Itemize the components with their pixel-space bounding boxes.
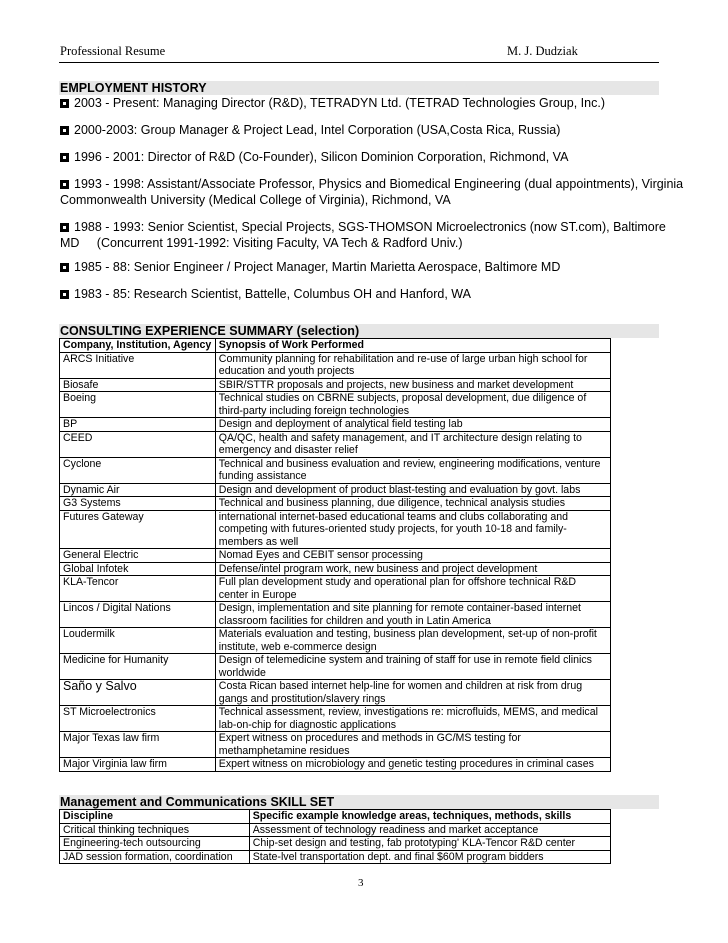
skills-table (59, 809, 611, 864)
header-right: M. J. Dudziak (507, 44, 578, 58)
table-header-row (60, 810, 611, 824)
synopsis-cell: Design and development of product blast-testing and evaluation by govt. labs (215, 483, 610, 497)
company-cell: Biosafe (60, 378, 216, 392)
synopsis-cell: Expert witness on procedures and methods in GC/MS testing for methamphetamine residues (215, 732, 610, 758)
synopsis-cell: Design, implementation and site planning for remote container-based internet classroom facilities for children and youth in Latin America (215, 602, 610, 628)
company-cell: Medicine for Humanity (60, 654, 216, 680)
synopsis-cell: Costa Rican based internet help-line for women and children at risk from drug gangs and prostitution/slavery rings (215, 680, 610, 706)
page-number: 3 (358, 877, 364, 889)
table-row (60, 758, 611, 772)
company-cell: Lincos / Digital Nations (60, 602, 216, 628)
header-rule (59, 62, 659, 63)
company-cell: CEED (60, 431, 216, 457)
table-header-row (60, 339, 611, 353)
table-row (60, 576, 611, 602)
employment-item: 2003 - Present: Managing Director (R&D), TETRADYN Ltd. (TETRAD Technologies Group, Inc.) (60, 95, 660, 111)
company-cell: Global Infotek (60, 562, 216, 576)
synopsis-cell: Defense/intel program work, new business and project development (215, 562, 610, 576)
table-row (60, 823, 611, 837)
discipline-cell: JAD session formation, coordination (60, 850, 250, 864)
employment-item: 1983 - 85: Research Scientist, Battelle, Columbus OH and Hanford, WA (60, 286, 660, 302)
table-row (60, 837, 611, 851)
synopsis-cell: QA/QC, health and safety management, and IT architecture design relating to emergency and disaster relief (215, 431, 610, 457)
consulting-table (59, 338, 611, 772)
detail-cell: Assessment of technology readiness and market acceptance (249, 823, 610, 837)
synopsis-cell: Technical studies on CBRNE subjects, proposal development, due diligence of third-party including foreign technologies (215, 392, 610, 418)
square-bullet-icon (60, 153, 69, 162)
table-row (60, 680, 611, 706)
discipline-cell: Critical thinking techniques (60, 823, 250, 837)
table-row (60, 352, 611, 378)
skills-title: Management and Communications SKILL SET (60, 795, 335, 809)
table-row (60, 602, 611, 628)
company-cell: General Electric (60, 549, 216, 563)
table-row (60, 732, 611, 758)
company-cell: ST Microelectronics (60, 706, 216, 732)
square-bullet-icon (60, 99, 69, 108)
discipline-cell: Engineering-tech outsourcing (60, 837, 250, 851)
synopsis-cell: Technical assessment, review, investigations re: microfluids, MEMS, and medical lab-on-chip for diagnostic applications (215, 706, 610, 732)
table-row (60, 483, 611, 497)
company-cell: Saño y Salvo (60, 680, 216, 706)
table-row (60, 628, 611, 654)
column-header-company: Company, Institution, Agency (60, 339, 216, 353)
square-bullet-icon (60, 223, 69, 232)
company-cell: Dynamic Air (60, 483, 216, 497)
company-cell: Loudermilk (60, 628, 216, 654)
table-row (60, 392, 611, 418)
table-row (60, 654, 611, 680)
synopsis-cell: Technical and business planning, due diligence, technical analysis studies (215, 497, 610, 511)
company-cell: BP (60, 418, 216, 432)
company-cell: ARCS Initiative (60, 352, 216, 378)
employment-item: 1993 - 1998: Assistant/Associate Professor, Physics and Biomedical Engineering (dual appointments), Virginia Commonwealth University (Medical College of Virginia), Richmond, VA (60, 177, 684, 207)
company-cell: Major Texas law firm (60, 732, 216, 758)
synopsis-cell: Nomad Eyes and CEBIT sensor processing (215, 549, 610, 563)
square-bullet-icon (60, 290, 69, 299)
synopsis-cell: Full plan development study and operational plan for offshore technical R&D center in Europe (215, 576, 610, 602)
company-cell: Major Virginia law firm (60, 758, 216, 772)
detail-cell: State-lvel transportation dept. and final $60M program bidders (249, 850, 610, 864)
table-row (60, 378, 611, 392)
company-cell: Futures Gateway (60, 510, 216, 549)
synopsis-cell: Design of telemedicine system and training of staff for use in remote field clinics worldwide (215, 654, 610, 680)
company-cell: Boeing (60, 392, 216, 418)
header-left: Professional Resume (60, 44, 166, 58)
employment-item: 1988 - 1993: Senior Scientist, Special Projects, SGS-THOMSON Microelectronics (now ST.com), Baltimore MD (Concurrent 1991-1992: Visiting Faculty, VA Tech & Radford Univ.) (60, 220, 666, 250)
table-row (60, 510, 611, 549)
table-row (60, 549, 611, 563)
company-cell: G3 Systems (60, 497, 216, 511)
detail-cell: Chip-set design and testing, fab prototyping' KLA-Tencor R&D center (249, 837, 610, 851)
column-header-detail: Specific example knowledge areas, techniques, methods, skills (249, 810, 610, 824)
synopsis-cell: SBIR/STTR proposals and projects, new business and market development (215, 378, 610, 392)
synopsis-cell: Community planning for rehabilitation and re-use of large urban high school for education and youth projects (215, 352, 610, 378)
square-bullet-icon (60, 126, 69, 135)
column-header-discipline: Discipline (60, 810, 250, 824)
company-cell: KLA-Tencor (60, 576, 216, 602)
table-row (60, 562, 611, 576)
synopsis-cell: Technical and business evaluation and review, engineering modifications, venture funding assistance (215, 457, 610, 483)
table-row (60, 418, 611, 432)
table-row (60, 850, 611, 864)
employment-item: 1985 - 88: Senior Engineer / Project Manager, Martin Marietta Aerospace, Baltimore MD (60, 259, 660, 275)
employment-title: EMPLOYMENT HISTORY (60, 81, 207, 95)
synopsis-cell: Materials evaluation and testing, business plan development, set-up of non-profit institute, web e-commerce design (215, 628, 610, 654)
square-bullet-icon (60, 263, 69, 272)
table-row (60, 706, 611, 732)
employment-item: 2000-2003: Group Manager & Project Lead, Intel Corporation (USA,Costa Rica, Russia) (60, 122, 660, 138)
table-row (60, 497, 611, 511)
square-bullet-icon (60, 180, 69, 189)
consulting-title: CONSULTING EXPERIENCE SUMMARY (selection) (60, 324, 360, 338)
table-row (60, 457, 611, 483)
company-cell: Cyclone (60, 457, 216, 483)
synopsis-cell: Expert witness on microbiology and genetic testing procedures in criminal cases (215, 758, 610, 772)
synopsis-cell: international internet-based educational teams and clubs collaborating and competing with futures-oriented study projects, for youth 10-18 and family-members as well (215, 510, 610, 549)
employment-item: 1996 - 2001: Director of R&D (Co-Founder), Silicon Dominion Corporation, Richmond, VA (60, 149, 660, 165)
synopsis-cell: Design and deployment of analytical field testing lab (215, 418, 610, 432)
table-row (60, 431, 611, 457)
column-header-synopsis: Synopsis of Work Performed (215, 339, 610, 353)
